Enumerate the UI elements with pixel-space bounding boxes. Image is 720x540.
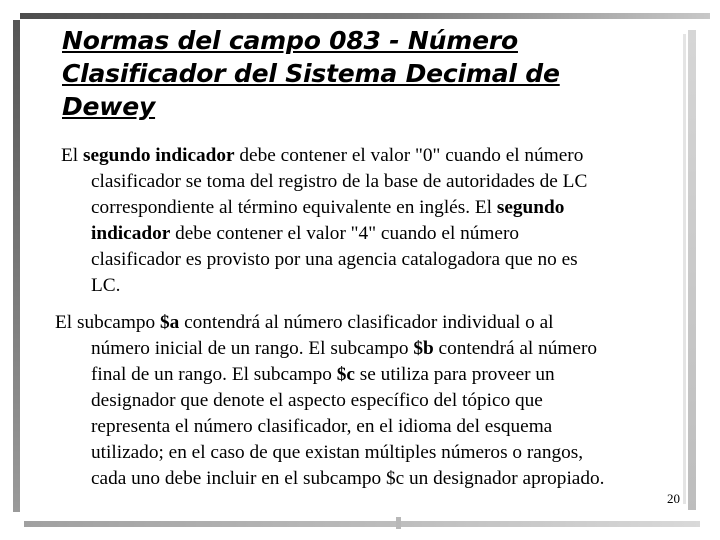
text-run: El subcampo [55, 312, 160, 333]
paragraph-1-line-4 [61, 221, 671, 247]
text-run: designador que denote el aspecto específico del tópico que [91, 390, 543, 411]
text-run: clasificador es provisto por una agencia catalogadora que no es [91, 249, 578, 270]
text-run: cada uno debe incluir en el subcampo $c un designador apropiado. [91, 468, 605, 489]
paragraph-2-line-3 [55, 362, 671, 388]
bold-term: segundo indicador [82, 145, 235, 166]
text-run: número inicial de un rango. El subcampo [91, 338, 414, 359]
bold-term: $c [336, 364, 355, 385]
slide-frame-left-border [13, 20, 20, 512]
text-run: El [61, 145, 83, 166]
paragraph-1-line-6 [61, 273, 671, 299]
paragraph-1-line-3 [61, 195, 671, 221]
text-run: contendrá al número [433, 338, 598, 359]
paragraph-2-line-5 [55, 414, 671, 440]
text-run: correspondiente al término equivalente en inglés. El [91, 197, 497, 218]
paragraph-subcampos [55, 310, 671, 492]
slide-frame-bottom-tick [396, 517, 401, 529]
paragraph-1-line-2 [61, 169, 671, 195]
text-run: debe contener el valor "4" cuando el número [170, 223, 520, 244]
text-run: clasificador se toma del registro de la base de autoridades de LC [91, 171, 588, 192]
slide-title-line-2: Clasificador del Sistema Decimal de [62, 59, 560, 88]
bold-term: indicador [91, 223, 171, 244]
slide-frame-top-border [20, 13, 710, 19]
text-run: LC. [91, 275, 121, 296]
text-run: representa el número clasificador, en el idioma del esquema [91, 416, 553, 437]
slide-frame-bottom-border [24, 521, 700, 527]
paragraph-1-line-1 [61, 143, 671, 169]
text-run: utilizado; en el caso de que existan múltiples números o rangos, [91, 442, 584, 463]
paragraph-2-line-1 [55, 310, 671, 336]
paragraph-2-line-7 [55, 466, 671, 492]
paragraph-1-line-5 [61, 247, 671, 273]
bold-term: $a [159, 312, 180, 333]
text-run: se utiliza para proveer un [354, 364, 555, 385]
paragraph-segundo-indicador [61, 143, 671, 299]
slide-frame-right-border [688, 30, 696, 510]
text-run: final de un rango. El subcampo [91, 364, 337, 385]
text-run: debe contener el valor "0" cuando el número [234, 145, 584, 166]
paragraph-2-line-6 [55, 440, 671, 466]
bold-term: segundo [496, 197, 565, 218]
paragraph-2-line-4 [55, 388, 671, 414]
paragraph-2-line-2 [55, 336, 671, 362]
slide-title-line-3: Dewey [62, 92, 156, 121]
text-run: contendrá al número clasificador individual o al [179, 312, 554, 333]
bold-term: $b [413, 338, 434, 359]
slide-title-line-1: Normas del campo 083 - Número [62, 26, 518, 55]
page-number: 20 [667, 491, 680, 506]
slide-title [62, 24, 622, 123]
slide-frame-right-shadow [683, 34, 686, 504]
